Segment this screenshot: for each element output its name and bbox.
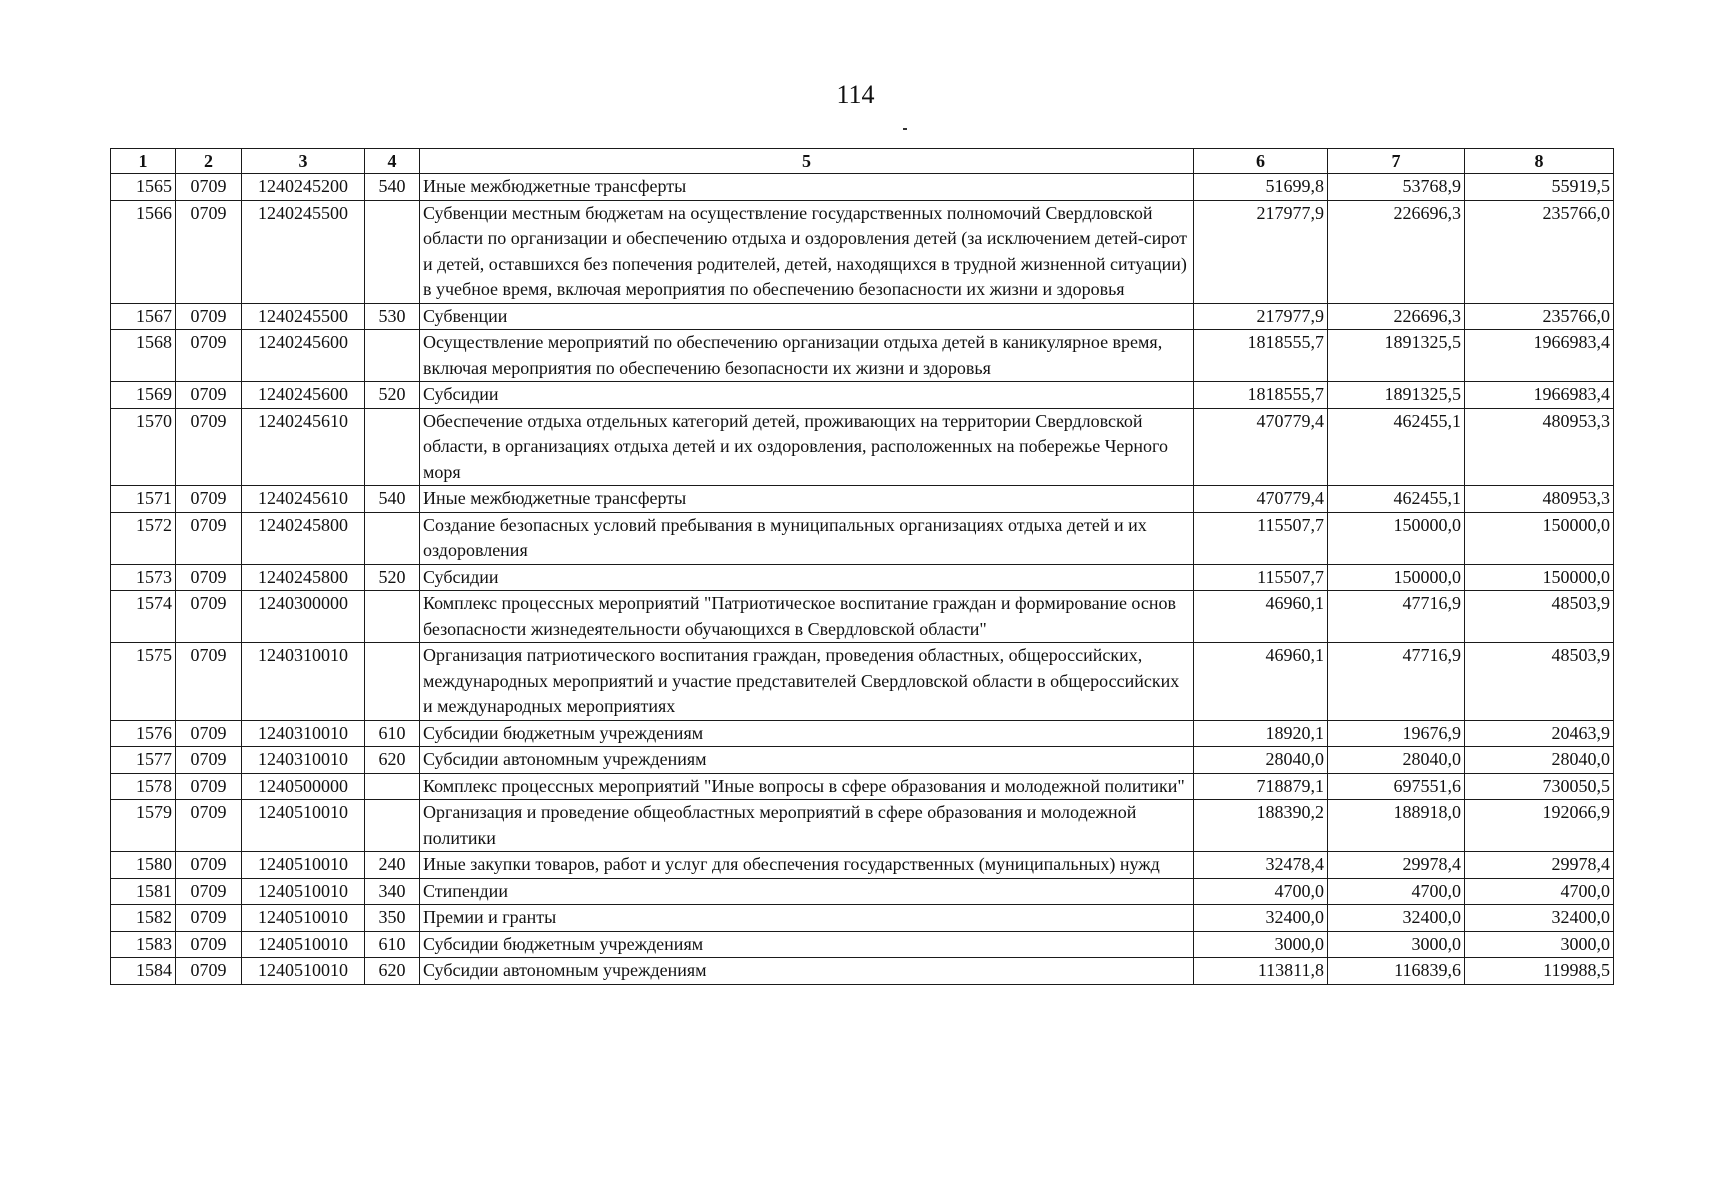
amount-year-3: 48503,9 <box>1465 591 1614 643</box>
target-article-code: 1240245500 <box>242 200 365 303</box>
amount-year-2: 188918,0 <box>1328 800 1465 852</box>
row-number: 1574 <box>111 591 176 643</box>
description: Субсидии автономным учреждениям <box>420 747 1194 774</box>
amount-year-3: 1966983,4 <box>1465 330 1614 382</box>
description: Стипендии <box>420 878 1194 905</box>
expense-type-code: 520 <box>365 564 420 591</box>
amount-year-2: 29978,4 <box>1328 852 1465 879</box>
row-number: 1578 <box>111 773 176 800</box>
amount-year-3: 28040,0 <box>1465 747 1614 774</box>
amount-year-3: 235766,0 <box>1465 303 1614 330</box>
target-article-code: 1240310010 <box>242 720 365 747</box>
section-code: 0709 <box>176 800 242 852</box>
amount-year-3: 150000,0 <box>1465 564 1614 591</box>
amount-year-1: 1818555,7 <box>1194 382 1328 409</box>
target-article-code: 1240245200 <box>242 174 365 201</box>
amount-year-2: 47716,9 <box>1328 643 1465 721</box>
target-article-code: 1240310010 <box>242 643 365 721</box>
row-number: 1567 <box>111 303 176 330</box>
expense-type-code <box>365 512 420 564</box>
amount-year-1: 718879,1 <box>1194 773 1328 800</box>
expense-type-code: 620 <box>365 958 420 985</box>
expense-type-code: 540 <box>365 174 420 201</box>
amount-year-2: 53768,9 <box>1328 174 1465 201</box>
expense-type-code: 620 <box>365 747 420 774</box>
header-col-6: 6 <box>1194 149 1328 174</box>
amount-year-1: 51699,8 <box>1194 174 1328 201</box>
expense-type-code: 350 <box>365 905 420 932</box>
section-code: 0709 <box>176 486 242 513</box>
table-row <box>111 591 1614 643</box>
description: Субсидии бюджетным учреждениям <box>420 720 1194 747</box>
amount-year-3: 192066,9 <box>1465 800 1614 852</box>
amount-year-3: 119988,5 <box>1465 958 1614 985</box>
amount-year-2: 116839,6 <box>1328 958 1465 985</box>
amount-year-2: 19676,9 <box>1328 720 1465 747</box>
description: Обеспечение отдыха отдельных категорий детей, проживающих на территории Свердловской области, в организациях отдыха детей и их оздоровления, расположенных на побережье Черного моря <box>420 408 1194 486</box>
amount-year-1: 32400,0 <box>1194 905 1328 932</box>
target-article-code: 1240245610 <box>242 408 365 486</box>
amount-year-3: 480953,3 <box>1465 408 1614 486</box>
table-row <box>111 200 1614 303</box>
amount-year-3: 48503,9 <box>1465 643 1614 721</box>
amount-year-1: 18920,1 <box>1194 720 1328 747</box>
amount-year-2: 697551,6 <box>1328 773 1465 800</box>
table-row <box>111 878 1614 905</box>
expense-type-code: 540 <box>365 486 420 513</box>
expense-type-code <box>365 330 420 382</box>
expense-type-code <box>365 591 420 643</box>
table-row <box>111 643 1614 721</box>
target-article-code: 1240245800 <box>242 512 365 564</box>
table-row <box>111 408 1614 486</box>
section-code: 0709 <box>176 174 242 201</box>
amount-year-2: 28040,0 <box>1328 747 1465 774</box>
expense-type-code: 610 <box>365 720 420 747</box>
table-row <box>111 330 1614 382</box>
section-code: 0709 <box>176 747 242 774</box>
amount-year-1: 3000,0 <box>1194 931 1328 958</box>
row-number: 1569 <box>111 382 176 409</box>
section-code: 0709 <box>176 564 242 591</box>
target-article-code: 1240245800 <box>242 564 365 591</box>
amount-year-2: 150000,0 <box>1328 564 1465 591</box>
row-number: 1579 <box>111 800 176 852</box>
description: Субсидии <box>420 382 1194 409</box>
amount-year-3: 4700,0 <box>1465 878 1614 905</box>
table-row <box>111 931 1614 958</box>
section-code: 0709 <box>176 408 242 486</box>
amount-year-2: 47716,9 <box>1328 591 1465 643</box>
table-row <box>111 174 1614 201</box>
row-number: 1576 <box>111 720 176 747</box>
section-code: 0709 <box>176 512 242 564</box>
row-number: 1572 <box>111 512 176 564</box>
amount-year-3: 480953,3 <box>1465 486 1614 513</box>
target-article-code: 1240510010 <box>242 958 365 985</box>
description: Организация и проведение общеобластных мероприятий в сфере образования и молодежной политики <box>420 800 1194 852</box>
header-col-4: 4 <box>365 149 420 174</box>
expense-type-code <box>365 408 420 486</box>
header-col-1: 1 <box>111 149 176 174</box>
amount-year-3: 29978,4 <box>1465 852 1614 879</box>
amount-year-2: 462455,1 <box>1328 486 1465 513</box>
description: Организация патриотического воспитания граждан, проведения областных, общероссийских, международных мероприятий и участие представителей Свердловской области в общероссийских и международных мероприятиях <box>420 643 1194 721</box>
header-col-5: 5 <box>420 149 1194 174</box>
amount-year-1: 46960,1 <box>1194 643 1328 721</box>
row-number: 1571 <box>111 486 176 513</box>
description: Субсидии <box>420 564 1194 591</box>
row-number: 1570 <box>111 408 176 486</box>
target-article-code: 1240245600 <box>242 382 365 409</box>
section-code: 0709 <box>176 852 242 879</box>
row-number: 1580 <box>111 852 176 879</box>
section-code: 0709 <box>176 200 242 303</box>
description: Иные межбюджетные трансферты <box>420 174 1194 201</box>
section-code: 0709 <box>176 591 242 643</box>
amount-year-1: 113811,8 <box>1194 958 1328 985</box>
amount-year-2: 226696,3 <box>1328 303 1465 330</box>
expense-type-code: 240 <box>365 852 420 879</box>
amount-year-1: 1818555,7 <box>1194 330 1328 382</box>
amount-year-3: 3000,0 <box>1465 931 1614 958</box>
amount-year-3: 55919,5 <box>1465 174 1614 201</box>
table-row <box>111 800 1614 852</box>
amount-year-1: 28040,0 <box>1194 747 1328 774</box>
section-code: 0709 <box>176 931 242 958</box>
description: Субвенции местным бюджетам на осуществление государственных полномочий Свердловской области по организации и обеспечению отдыха и оздоровления детей (за исключением детей-сирот и детей, оставшихся без попечения родителей, детей, находящихся в трудной жизненной ситуации) в учебное время, включая мероприятия по обеспечению безопасности их жизни и здоровья <box>420 200 1194 303</box>
section-code: 0709 <box>176 303 242 330</box>
amount-year-1: 115507,7 <box>1194 564 1328 591</box>
amount-year-3: 730050,5 <box>1465 773 1614 800</box>
target-article-code: 1240510010 <box>242 905 365 932</box>
amount-year-2: 32400,0 <box>1328 905 1465 932</box>
table-row <box>111 773 1614 800</box>
target-article-code: 1240510010 <box>242 878 365 905</box>
row-number: 1581 <box>111 878 176 905</box>
row-number: 1577 <box>111 747 176 774</box>
row-number: 1568 <box>111 330 176 382</box>
amount-year-1: 188390,2 <box>1194 800 1328 852</box>
amount-year-1: 115507,7 <box>1194 512 1328 564</box>
row-number: 1565 <box>111 174 176 201</box>
section-code: 0709 <box>176 958 242 985</box>
section-code: 0709 <box>176 720 242 747</box>
header-col-3: 3 <box>242 149 365 174</box>
row-number: 1566 <box>111 200 176 303</box>
scan-mark <box>903 128 907 130</box>
target-article-code: 1240310010 <box>242 747 365 774</box>
target-article-code: 1240245610 <box>242 486 365 513</box>
row-number: 1584 <box>111 958 176 985</box>
description: Осуществление мероприятий по обеспечению организации отдыха детей в каникулярное время, включая мероприятия по обеспечению безопасности их жизни и здоровья <box>420 330 1194 382</box>
row-number: 1583 <box>111 931 176 958</box>
amount-year-1: 217977,9 <box>1194 303 1328 330</box>
table-body <box>111 174 1614 985</box>
table-row <box>111 486 1614 513</box>
table-row <box>111 512 1614 564</box>
amount-year-3: 150000,0 <box>1465 512 1614 564</box>
section-code: 0709 <box>176 382 242 409</box>
expense-type-code: 610 <box>365 931 420 958</box>
target-article-code: 1240500000 <box>242 773 365 800</box>
section-code: 0709 <box>176 905 242 932</box>
table-row <box>111 564 1614 591</box>
amount-year-1: 470779,4 <box>1194 408 1328 486</box>
amount-year-1: 32478,4 <box>1194 852 1328 879</box>
row-number: 1582 <box>111 905 176 932</box>
header-col-8: 8 <box>1465 149 1614 174</box>
target-article-code: 1240245500 <box>242 303 365 330</box>
row-number: 1573 <box>111 564 176 591</box>
description: Премии и гранты <box>420 905 1194 932</box>
row-number: 1575 <box>111 643 176 721</box>
table-row <box>111 303 1614 330</box>
amount-year-3: 20463,9 <box>1465 720 1614 747</box>
target-article-code: 1240510010 <box>242 931 365 958</box>
section-code: 0709 <box>176 878 242 905</box>
amount-year-2: 3000,0 <box>1328 931 1465 958</box>
expense-type-code <box>365 643 420 721</box>
header-col-2: 2 <box>176 149 242 174</box>
section-code: 0709 <box>176 773 242 800</box>
description: Субсидии автономным учреждениям <box>420 958 1194 985</box>
target-article-code: 1240245600 <box>242 330 365 382</box>
target-article-code: 1240510010 <box>242 852 365 879</box>
table-row <box>111 747 1614 774</box>
amount-year-3: 1966983,4 <box>1465 382 1614 409</box>
page-number: 114 <box>836 80 875 109</box>
amount-year-2: 462455,1 <box>1328 408 1465 486</box>
table-row <box>111 958 1614 985</box>
expense-type-code <box>365 200 420 303</box>
target-article-code: 1240300000 <box>242 591 365 643</box>
budget-table <box>110 148 1614 985</box>
amount-year-1: 470779,4 <box>1194 486 1328 513</box>
table-row <box>111 852 1614 879</box>
amount-year-1: 217977,9 <box>1194 200 1328 303</box>
expense-type-code <box>365 800 420 852</box>
description: Субвенции <box>420 303 1194 330</box>
description: Комплекс процессных мероприятий "Патриотическое воспитание граждан и формирование основ безопасности жизнедеятельности обучающихся в Свердловской области" <box>420 591 1194 643</box>
section-code: 0709 <box>176 643 242 721</box>
description: Иные закупки товаров, работ и услуг для обеспечения государственных (муниципальных) нужд <box>420 852 1194 879</box>
table-row <box>111 382 1614 409</box>
amount-year-1: 4700,0 <box>1194 878 1328 905</box>
amount-year-2: 1891325,5 <box>1328 330 1465 382</box>
table-row <box>111 720 1614 747</box>
table-row <box>111 905 1614 932</box>
amount-year-2: 1891325,5 <box>1328 382 1465 409</box>
expense-type-code <box>365 773 420 800</box>
expense-type-code: 340 <box>365 878 420 905</box>
amount-year-3: 235766,0 <box>1465 200 1614 303</box>
amount-year-1: 46960,1 <box>1194 591 1328 643</box>
amount-year-2: 4700,0 <box>1328 878 1465 905</box>
header-row <box>111 149 1614 174</box>
description: Создание безопасных условий пребывания в муниципальных организациях отдыха детей и их оздоровления <box>420 512 1194 564</box>
expense-type-code: 530 <box>365 303 420 330</box>
amount-year-2: 226696,3 <box>1328 200 1465 303</box>
target-article-code: 1240510010 <box>242 800 365 852</box>
section-code: 0709 <box>176 330 242 382</box>
expense-type-code: 520 <box>365 382 420 409</box>
description: Субсидии бюджетным учреждениям <box>420 931 1194 958</box>
amount-year-3: 32400,0 <box>1465 905 1614 932</box>
header-col-7: 7 <box>1328 149 1465 174</box>
description: Иные межбюджетные трансферты <box>420 486 1194 513</box>
description: Комплекс процессных мероприятий "Иные вопросы в сфере образования и молодежной политики" <box>420 773 1194 800</box>
amount-year-2: 150000,0 <box>1328 512 1465 564</box>
